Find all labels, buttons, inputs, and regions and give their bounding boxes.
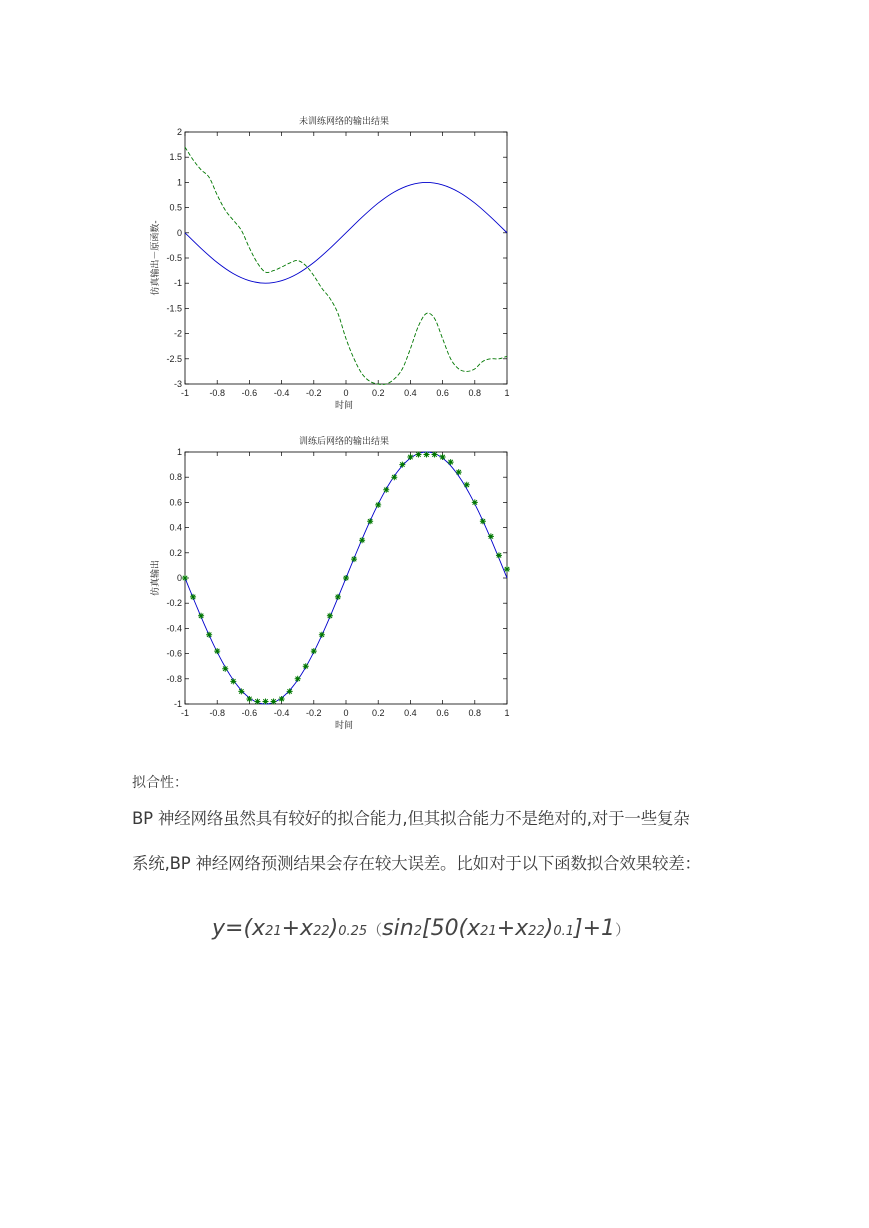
x-tick-label: -1 [180, 708, 190, 718]
x-tick-label: 0.8 [468, 388, 482, 398]
formula-part: ) [544, 916, 554, 941]
chart-untrained-output [140, 112, 520, 412]
y-tick-label: 0.6 [169, 497, 182, 508]
formula-sub: 22 [528, 924, 545, 939]
formula-part: ]+1 [574, 916, 616, 941]
x-tick-label: 0 [343, 388, 349, 398]
y-tick-label: -1 [173, 699, 182, 709]
formula-sub: 0.1 [553, 924, 574, 939]
chart-untrained-svg [140, 112, 520, 412]
y-tick-label: -0.5 [166, 253, 182, 263]
formula [212, 916, 630, 941]
data-point-marker [496, 552, 502, 558]
y-tick-label: 0.2 [169, 547, 182, 558]
section-label: 拟合性： [132, 775, 188, 791]
formula-sub: 0.25 [338, 924, 368, 939]
data-point-marker [335, 594, 341, 600]
data-point-marker [488, 533, 494, 539]
y-tick-label: -2.5 [166, 353, 182, 364]
data-point-marker [327, 613, 333, 619]
x-tick-label: -0.2 [306, 388, 322, 398]
chart-title: 训练后网络的输出结果 [298, 437, 390, 447]
x-tick-label: 0.4 [404, 708, 417, 718]
x-tick-label: 1 [504, 708, 510, 718]
y-tick-label: 0.4 [169, 522, 182, 533]
data-point-marker [375, 502, 381, 508]
formula-sub: 22 [313, 924, 330, 939]
data-point-marker [254, 698, 260, 704]
data-point-marker [222, 666, 228, 672]
data-point-marker [480, 518, 486, 524]
x-tick-label: -0.8 [209, 388, 225, 398]
y-tick-label: -2 [173, 328, 182, 339]
x-axis-label: 时间 [334, 721, 354, 731]
data-point-marker [214, 648, 220, 654]
data-point-marker [279, 696, 285, 702]
data-point-marker [295, 676, 301, 682]
data-point-marker [238, 688, 244, 694]
x-tick-label: -0.4 [273, 708, 290, 718]
formula-part: ) [329, 916, 339, 941]
plot-frame [185, 132, 507, 384]
formula-sub: 21 [265, 924, 282, 939]
data-point-marker [190, 594, 196, 600]
y-axis-label: 仿真输出 [151, 559, 161, 597]
data-point-marker [399, 462, 405, 468]
y-tick-label: -0.8 [166, 673, 182, 684]
y-axis-label: 仿真输出－原函数- [151, 220, 161, 296]
y-tick-label: 0.8 [169, 472, 182, 483]
y-tick-label: 0 [176, 227, 182, 238]
data-point-marker [230, 678, 236, 684]
paragraph-line-2: 系统,BP 神经网络预测结果会存在较大误差。比如对于以下函数拟合效果较差： [132, 854, 701, 873]
formula-part: +x [496, 916, 529, 941]
data-point-marker [367, 518, 373, 524]
data-point-marker [319, 632, 325, 638]
x-tick-label: -0.6 [241, 708, 258, 718]
y-tick-label: 0.5 [169, 202, 182, 213]
y-tick-label: -3 [173, 379, 182, 389]
x-tick-label: 0.6 [436, 388, 449, 398]
data-point-marker [472, 499, 478, 505]
y-tick-label: 1.5 [169, 152, 182, 163]
data-point-marker [391, 474, 397, 480]
data-point-marker [351, 556, 357, 562]
x-tick-label: 0.6 [436, 708, 449, 718]
x-tick-label: -0.4 [273, 388, 290, 398]
series-line [185, 147, 507, 384]
data-point-marker [182, 575, 188, 581]
formula-paren-close: ） [615, 921, 631, 939]
data-point-marker [407, 454, 413, 460]
data-point-marker [343, 575, 349, 581]
data-point-marker [359, 537, 365, 543]
formula-sub: 21 [480, 924, 497, 939]
x-tick-label: 0.8 [468, 708, 482, 718]
chart-trained-output [140, 432, 520, 734]
data-point-marker [198, 613, 204, 619]
data-point-marker [271, 698, 277, 704]
data-point-marker [432, 452, 438, 458]
data-point-marker [246, 696, 252, 702]
x-tick-label: -1 [180, 388, 190, 398]
x-tick-label: 0.2 [371, 708, 385, 718]
x-tick-label: 1 [504, 388, 510, 398]
y-tick-label: -0.2 [166, 598, 182, 609]
x-tick-label: 0 [343, 708, 349, 718]
x-tick-label: -0.8 [209, 708, 225, 718]
formula-part: y=(x [212, 916, 266, 941]
data-point-marker [303, 663, 309, 669]
x-tick-label: -0.6 [241, 388, 258, 398]
chart-title: 未训练网络的输出结果 [298, 117, 390, 127]
chart-axes [166, 447, 510, 718]
formula-sub: 2 [413, 924, 422, 939]
data-point-marker [464, 482, 470, 488]
data-point-marker [440, 454, 446, 460]
y-tick-label: 2 [176, 127, 182, 137]
data-point-marker [456, 469, 462, 475]
chart-axes [166, 127, 509, 398]
series-line [185, 182, 507, 283]
y-tick-label: 1 [176, 177, 182, 188]
data-point-marker [263, 698, 269, 704]
formula-part: +x [281, 916, 314, 941]
formula-part: [50(x [421, 916, 481, 941]
y-tick-label: -0.6 [166, 648, 182, 659]
data-point-marker [448, 459, 454, 465]
x-tick-label: 0.2 [371, 388, 385, 398]
x-tick-label: -0.2 [306, 708, 322, 718]
formula-paren-open: （ [367, 921, 383, 939]
y-tick-label: 1 [176, 447, 182, 457]
chart-trained-svg [140, 432, 520, 734]
paragraph-line-1: BP 神经网络虽然具有较好的拟合能力,但其拟合能力不是绝对的,对于一些复杂 [132, 809, 690, 828]
data-point-marker [424, 452, 430, 458]
data-point-marker [504, 566, 510, 572]
x-axis-label: 时间 [334, 401, 354, 411]
y-tick-label: -0.4 [166, 623, 182, 634]
data-point-marker [415, 452, 421, 458]
data-point-marker [311, 648, 317, 654]
y-tick-label: -1.5 [166, 303, 182, 314]
data-point-marker [287, 688, 293, 694]
y-tick-label: -1 [173, 278, 182, 289]
y-tick-label: 0 [176, 573, 182, 583]
data-point-marker [383, 487, 389, 493]
x-tick-label: 0.4 [404, 388, 417, 398]
formula-part: sin [382, 916, 414, 941]
data-point-marker [206, 632, 212, 638]
